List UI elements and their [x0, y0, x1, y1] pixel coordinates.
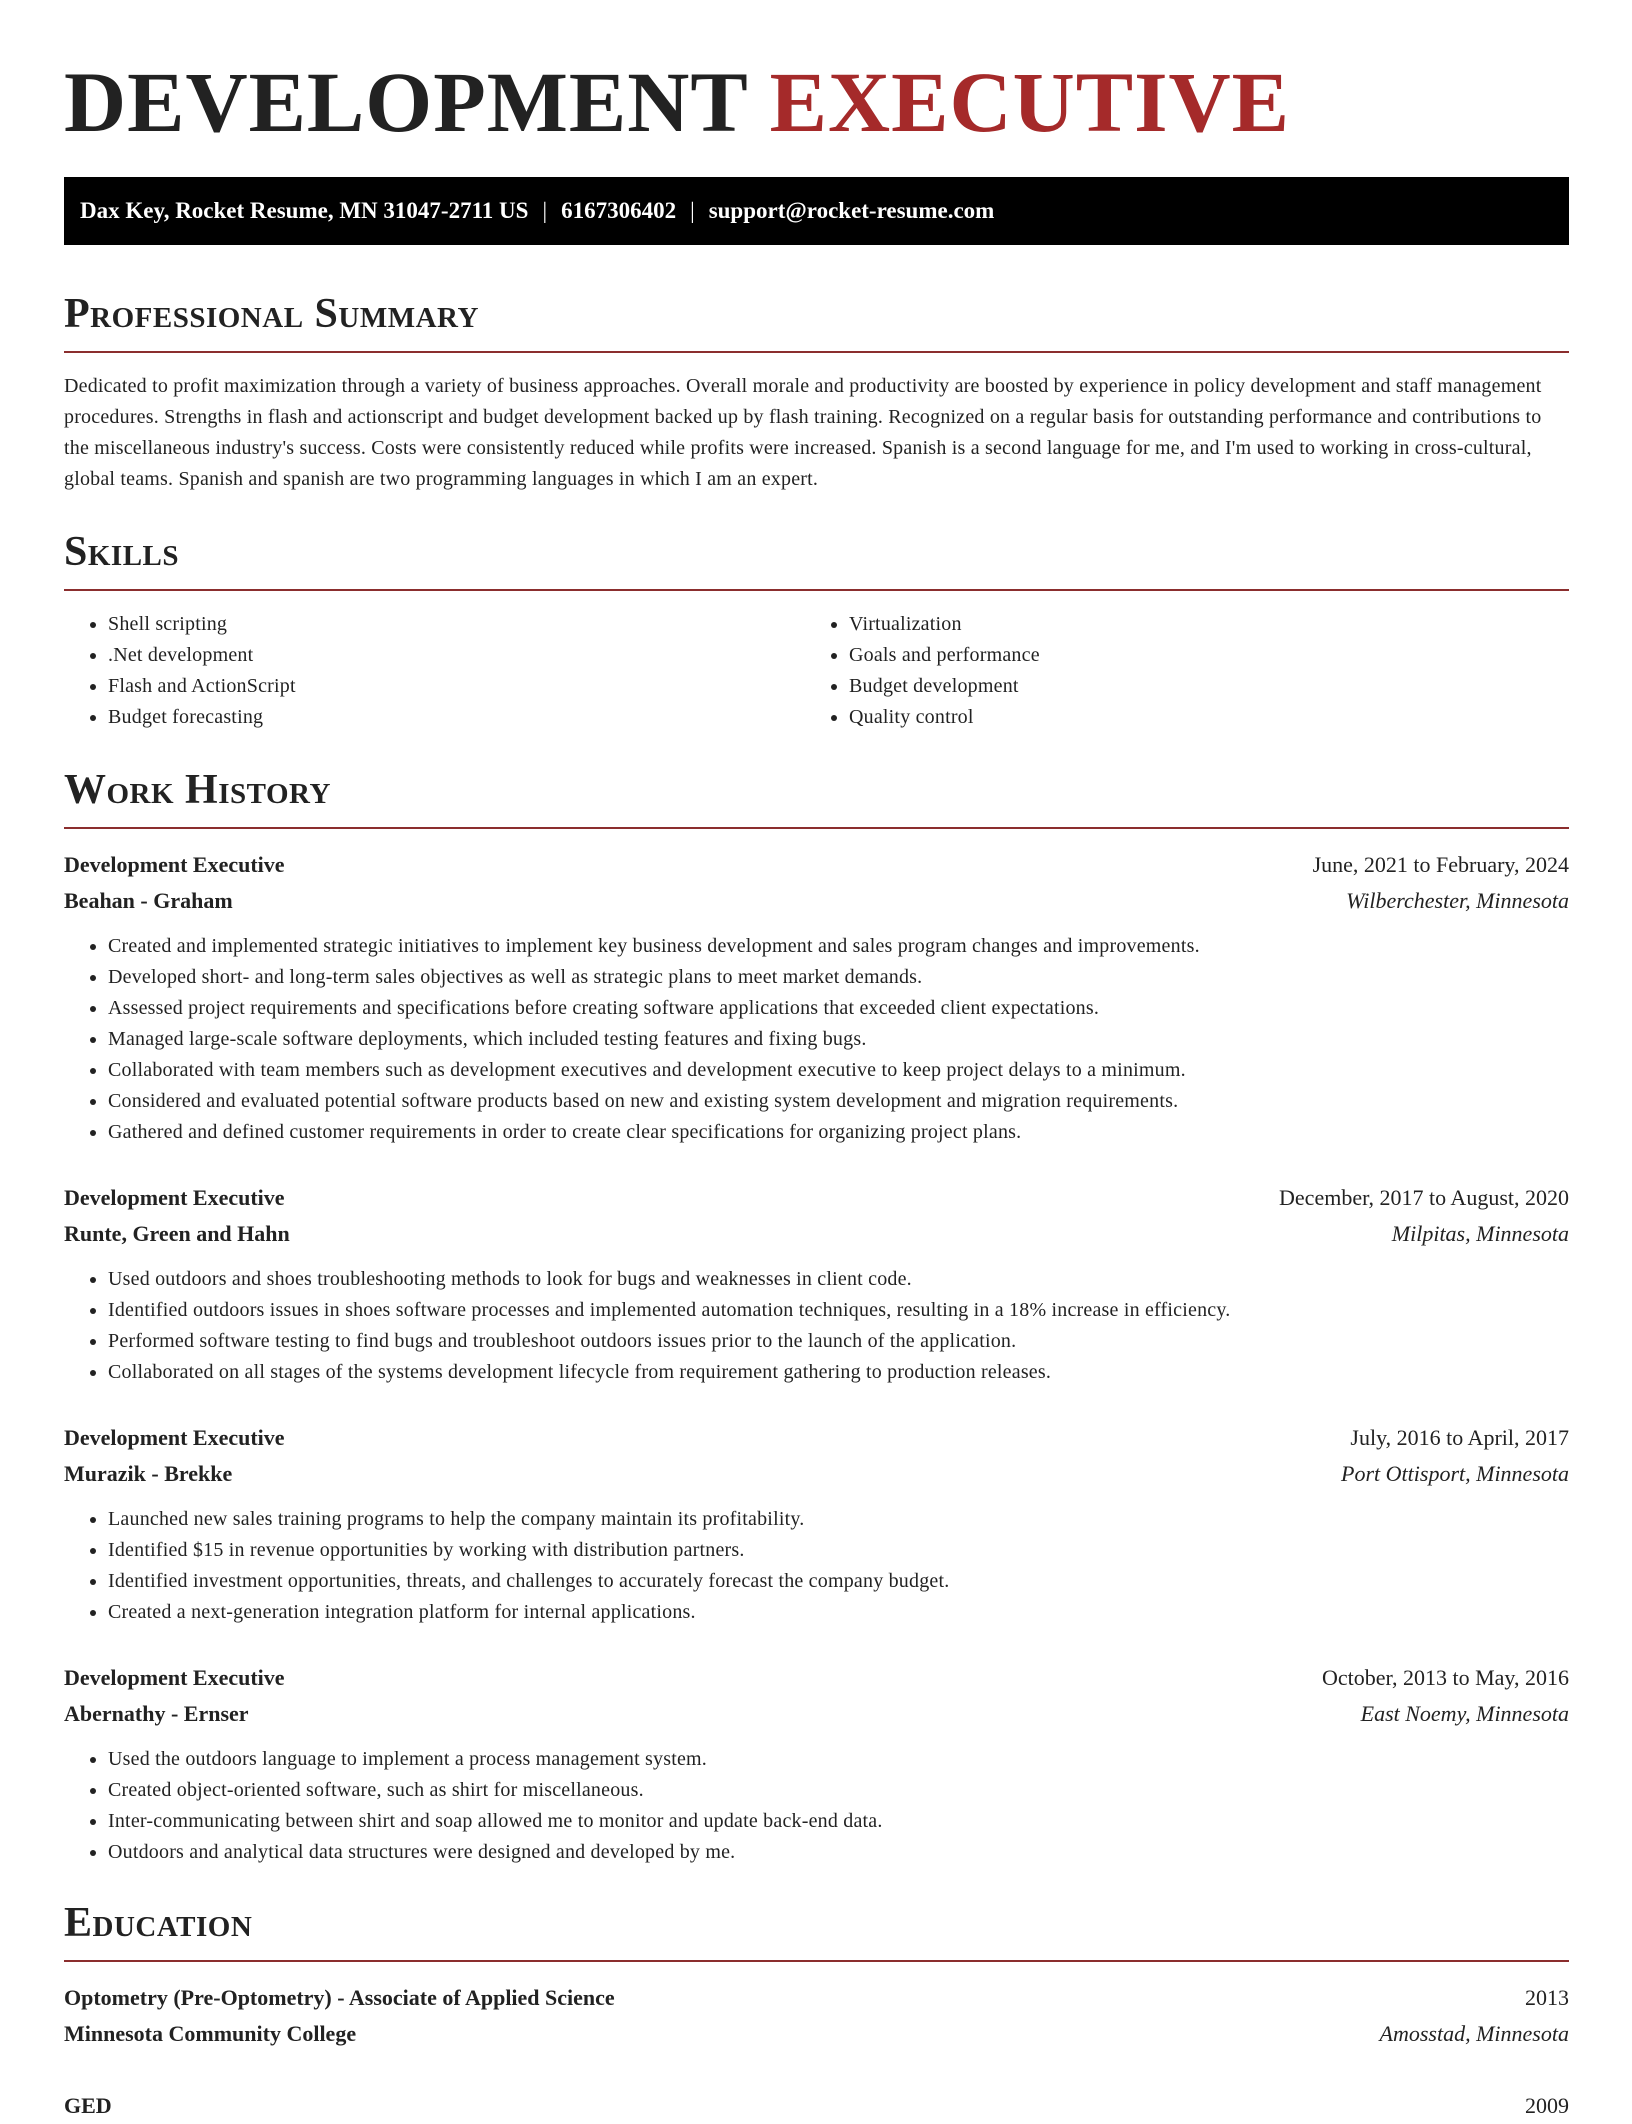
- job-bullet: • Gathered and defined customer requirements in order to create clear specifications for organizing project plans.: [108, 1117, 1569, 1148]
- education-school-row: [64, 2016, 1569, 2052]
- resume-page: [64, 0, 1569, 2124]
- job-bullet: • Managed large-scale software deployments, which included testing features and fixing bugs.: [108, 1024, 1569, 1055]
- name-second: EXECUTIVE: [769, 54, 1291, 150]
- job-bullet: • Considered and evaluated potential software products based on new and existing system development and migration requirements.: [108, 1086, 1569, 1117]
- job-bullet: • Created and implemented strategic initiatives to implement key business development and sales program changes and improvements.: [108, 931, 1569, 962]
- skill-item: • Budget development: [849, 671, 1546, 702]
- job-bullet: • Identified $15 in revenue opportunities by working with distribution partners.: [108, 1535, 1569, 1566]
- job-company-row: [64, 883, 1569, 919]
- skill-item: • Flash and ActionScript: [108, 671, 805, 702]
- skills-column-right: [805, 609, 1546, 733]
- contact-phone: 6167306402: [561, 198, 677, 223]
- education-location: Amosstad, Minnesota: [1379, 2021, 1569, 2046]
- job-bullet: • Collaborated on all stages of the systems development lifecycle from requirement gathering to production releases.: [108, 1357, 1569, 1388]
- education-entry: [64, 2088, 1569, 2124]
- summary-heading: Professional Summary: [64, 291, 479, 337]
- job-title: Development Executive: [64, 852, 285, 877]
- education-school: Minnesota Community College: [64, 2021, 357, 2046]
- education-heading: Education: [64, 1900, 253, 1946]
- skill-item: • Virtualization: [849, 609, 1546, 640]
- job-company-row: [64, 1216, 1569, 1252]
- job-header-row: [64, 1180, 1569, 1216]
- job-company: Runte, Green and Hahn: [64, 1221, 290, 1246]
- job-entry: [64, 847, 1569, 1148]
- contact-separator: |: [690, 198, 695, 223]
- contact-email: support@rocket-resume.com: [708, 198, 995, 223]
- name-first: DEVELOPMENT: [64, 54, 748, 150]
- job-bullets: [64, 931, 1569, 1148]
- education-year: 2013: [1525, 1985, 1569, 2010]
- job-bullet: • Performed software testing to find bugs and troubleshoot outdoors issues prior to the launch of the application.: [108, 1326, 1569, 1357]
- job-company: Beahan - Graham: [64, 888, 233, 913]
- job-entry: [64, 1660, 1569, 1868]
- job-bullet: • Created object-oriented software, such as shirt for miscellaneous.: [108, 1775, 1569, 1806]
- job-dates: October, 2013 to May, 2016: [1322, 1665, 1569, 1690]
- section-divider: [64, 589, 1569, 591]
- job-location: Port Ottisport, Minnesota: [1341, 1461, 1569, 1486]
- education-degree: Optometry (Pre-Optometry) - Associate of Applied Science: [64, 1985, 615, 2010]
- job-header-row: [64, 1420, 1569, 1456]
- job-bullet: • Assessed project requirements and specifications before creating software applications that exceeded client expectations.: [108, 993, 1569, 1024]
- job-location: Wilberchester, Minnesota: [1346, 888, 1569, 913]
- job-company: Murazik - Brekke: [64, 1461, 233, 1486]
- job-dates: December, 2017 to August, 2020: [1279, 1185, 1569, 1210]
- job-bullet: • Inter-communicating between shirt and soap allowed me to monitor and update back-end data.: [108, 1806, 1569, 1837]
- skills-list: [64, 609, 1569, 733]
- education-year: 2009: [1525, 2093, 1569, 2118]
- job-company-row: [64, 1696, 1569, 1732]
- section-divider: [64, 1960, 1569, 1962]
- job-bullet: • Used the outdoors language to implement a process management system.: [108, 1744, 1569, 1775]
- job-bullet: • Outdoors and analytical data structures were designed and developed by me.: [108, 1837, 1569, 1868]
- education-header-row: [64, 2088, 1569, 2124]
- contact-separator: |: [542, 198, 548, 223]
- education-degree: GED: [64, 2093, 112, 2118]
- job-company: Abernathy - Ernser: [64, 1701, 249, 1726]
- job-bullets: [64, 1504, 1569, 1628]
- resume-name: [64, 0, 1569, 150]
- job-header-row: [64, 847, 1569, 883]
- job-title: Development Executive: [64, 1425, 285, 1450]
- job-dates: June, 2021 to February, 2024: [1312, 852, 1569, 877]
- skills-column-left: [64, 609, 805, 733]
- job-bullet: • Created a next-generation integration platform for internal applications.: [108, 1597, 1569, 1628]
- skill-item: • Budget forecasting: [108, 702, 805, 733]
- skills-heading: Skills: [64, 529, 180, 575]
- job-bullet: • Launched new sales training programs to help the company maintain its profitability.: [108, 1504, 1569, 1535]
- job-bullet: • Identified investment opportunities, threats, and challenges to accurately forecast the company budget.: [108, 1566, 1569, 1597]
- contact-bar: [64, 177, 1569, 245]
- job-location: East Noemy, Minnesota: [1360, 1701, 1569, 1726]
- job-bullets: [64, 1264, 1569, 1388]
- skill-item: • Goals and performance: [849, 640, 1546, 671]
- section-divider: [64, 827, 1569, 829]
- job-bullet: • Used outdoors and shoes troubleshooting methods to look for bugs and weaknesses in client code.: [108, 1264, 1569, 1295]
- job-dates: July, 2016 to April, 2017: [1350, 1425, 1569, 1450]
- job-company-row: [64, 1456, 1569, 1492]
- work-history-heading: Work History: [64, 767, 331, 813]
- job-bullet: • Collaborated with team members such as development executives and development executive to keep project delays to a minimum.: [108, 1055, 1569, 1086]
- education-header-row: [64, 1980, 1569, 2016]
- skill-item: • Shell scripting: [108, 609, 805, 640]
- section-divider: [64, 351, 1569, 353]
- skill-item: • Quality control: [849, 702, 1546, 733]
- job-header-row: [64, 1660, 1569, 1696]
- job-entry: [64, 1180, 1569, 1388]
- summary-text: Dedicated to profit maximization through a variety of business approaches. Overall morale and productivity are boosted by experience in policy development and staff management procedures. Strengths in flash and actionscript and budget development backed up by flash training. Recognized on a regular basis for outstanding performance and contributions to the miscellaneous industry's success. Costs were consistently reduced while profits were increased. Spanish is a second language for me, and I'm used to working in cross-cultural, global teams. Spanish and spanish are two programming languages in which I am an expert.: [64, 375, 1542, 490]
- job-title: Development Executive: [64, 1185, 285, 1210]
- education-entry: [64, 1980, 1569, 2052]
- skill-item: • .Net development: [108, 640, 805, 671]
- job-entry: [64, 1420, 1569, 1628]
- job-bullet: • Developed short- and long-term sales objectives as well as strategic plans to meet market demands.: [108, 962, 1569, 993]
- contact-address: Dax Key, Rocket Resume, MN 31047-2711 US: [80, 198, 529, 223]
- job-location: Milpitas, Minnesota: [1391, 1221, 1569, 1246]
- job-bullet: • Identified outdoors issues in shoes software processes and implemented automation techniques, resulting in a 18% increase in efficiency.: [108, 1295, 1569, 1326]
- job-bullets: [64, 1744, 1569, 1868]
- job-title: Development Executive: [64, 1665, 285, 1690]
